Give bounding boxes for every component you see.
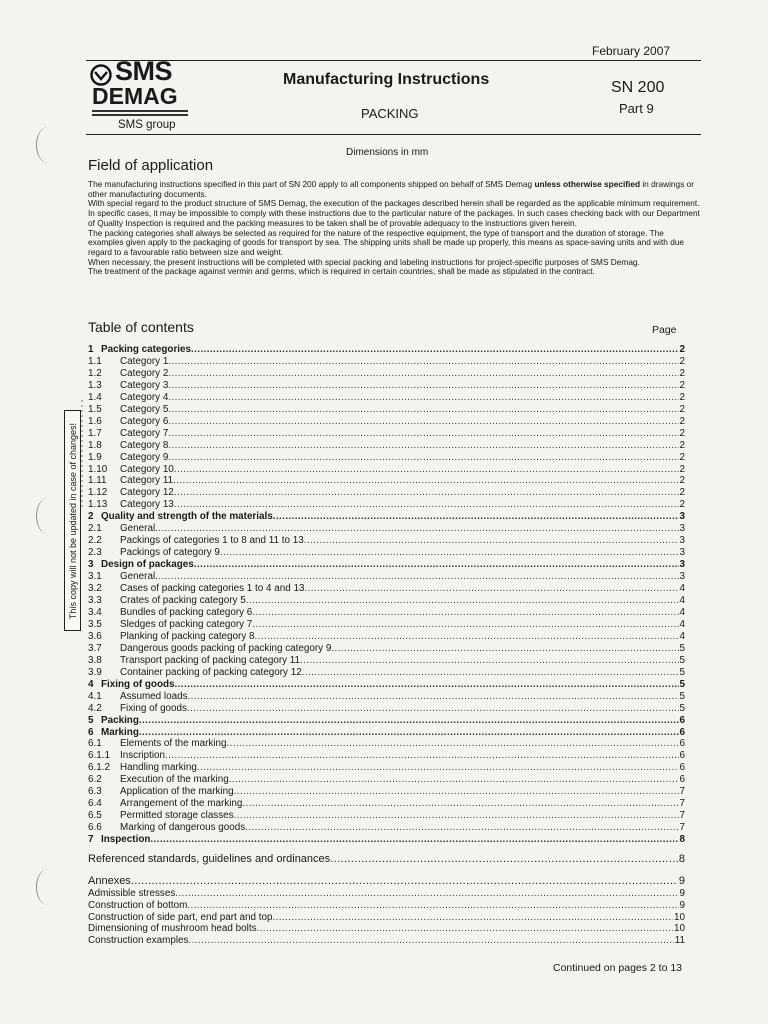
- toc-entry[interactable]: [88, 774, 685, 786]
- toc-entry[interactable]: [88, 428, 685, 440]
- toc-entry-label: Category 2: [120, 367, 169, 379]
- toc-leader-dots: [168, 368, 678, 380]
- toc-entry-page: 2: [679, 427, 685, 439]
- toc-entry-label: Permitted storage classes: [120, 810, 234, 822]
- toc-entry-label: Container packing of packing category 12: [120, 666, 302, 678]
- toc-entry-number: 6.2: [88, 774, 102, 786]
- toc-entry[interactable]: [88, 810, 685, 822]
- toc-entry-page: 2: [679, 415, 685, 427]
- toc-entry-page: 7: [679, 822, 685, 834]
- annex-entry-page: 11: [674, 935, 685, 947]
- toc-entry-page: 3: [679, 511, 685, 523]
- toc-entry-label: Category 6: [120, 415, 169, 427]
- annex-entry-label: Construction of side part, end part and top: [88, 911, 273, 923]
- toc-leader-dots: [139, 727, 679, 739]
- toc-leader-dots: [168, 380, 678, 392]
- field-of-application-heading: Field of application: [88, 157, 214, 174]
- toc-entry-label: Category 9: [120, 451, 169, 463]
- toc-leader-dots: [302, 667, 679, 679]
- standard-number: SN 200: [611, 79, 665, 96]
- toc-list: [88, 344, 685, 846]
- toc-entry[interactable]: [88, 715, 685, 727]
- toc-leader-dots: [304, 583, 678, 595]
- toc-entry[interactable]: [88, 583, 685, 595]
- toc-entry-page: 5: [679, 642, 685, 654]
- punch-hole-middle: [36, 498, 59, 534]
- annex-entry[interactable]: [88, 912, 685, 924]
- header-bottom-rule: [86, 134, 701, 135]
- toc-entry-page: 2: [679, 367, 685, 379]
- toc-entry-number: 1.13: [88, 499, 108, 511]
- toc-entry-page: 2: [679, 475, 685, 487]
- toc-leader-dots: [252, 607, 678, 619]
- toc-entry[interactable]: [88, 703, 685, 715]
- toc-heading: Table of contents: [88, 319, 194, 335]
- toc-entry-number: 4.1: [88, 690, 102, 702]
- field-of-application-text: [88, 180, 701, 277]
- toc-annexes[interactable]: Annexes ..... 9: [88, 875, 685, 887]
- toc-entry-number: 5: [88, 714, 94, 726]
- toc-entry-number: 6: [88, 726, 94, 738]
- toc-entry[interactable]: [88, 499, 685, 511]
- paragraph: When necessary, the present instructions will be completed with special packing and labeling instructions for project-specific purposes of SMS Demag.: [88, 256, 640, 267]
- toc-entry[interactable]: [88, 607, 685, 619]
- toc-entry-page: 4: [679, 595, 685, 607]
- toc-entry[interactable]: [88, 547, 685, 559]
- toc-entry-number: 1.7: [88, 427, 102, 439]
- toc-entry-label: Planking of packing category 8: [120, 630, 255, 642]
- toc-leader-dots: [168, 416, 678, 428]
- logo-demag-text: DEMAG: [92, 83, 178, 109]
- annex-entry-page: 10: [674, 911, 685, 923]
- toc-entry-label: Packings of categories 1 to 8 and 11 to 13: [120, 535, 304, 547]
- toc-leader-dots: [194, 559, 679, 571]
- punch-hole-bottom: [36, 869, 59, 905]
- toc-entry-number: 1.8: [88, 439, 102, 451]
- toc-entry-number: 1: [88, 344, 94, 355]
- toc-leader-dots: [175, 679, 679, 691]
- toc-entry-page: 2: [679, 391, 685, 403]
- toc-entry-label: Sledges of packing category 7: [120, 618, 253, 630]
- toc-entry[interactable]: [88, 571, 685, 583]
- toc-entry-label: Bundles of packing category 6: [120, 606, 253, 618]
- toc-entry-page: 2: [679, 463, 685, 475]
- toc-entry-page: 2: [679, 451, 685, 463]
- toc-entry[interactable]: [88, 559, 685, 571]
- toc-entry-label: Category 13: [120, 499, 174, 511]
- dimensions-note: Dimensions in mm: [346, 147, 429, 158]
- toc-entry-page: 3: [679, 547, 685, 559]
- toc-leader-dots: [168, 392, 678, 404]
- toc-entry-page: 5: [679, 702, 685, 714]
- toc-leader-dots: [252, 619, 678, 631]
- toc-leader-dots: [234, 786, 679, 798]
- document-title: Manufacturing Instructions: [283, 71, 490, 88]
- toc-entry-number: 6.1.2: [88, 762, 110, 774]
- toc-entry-number: 6.6: [88, 822, 102, 834]
- toc-entry-page: 2: [679, 439, 685, 451]
- toc-entry-label: Inscription: [120, 750, 166, 762]
- annex-entry[interactable]: [88, 888, 685, 900]
- toc-leader-dots: [150, 834, 678, 846]
- toc-entry[interactable]: [88, 452, 685, 464]
- toc-entry[interactable]: [88, 368, 685, 380]
- toc-entry-number: 1.4: [88, 391, 102, 403]
- toc-entry[interactable]: [88, 475, 685, 487]
- toc-leader-dots: [273, 511, 679, 523]
- toc-leader-dots: [168, 452, 678, 464]
- toc-entry[interactable]: [88, 487, 685, 499]
- header-top-rule: [86, 60, 701, 61]
- toc-entry-number: 1.5: [88, 403, 102, 415]
- toc-entry-number: 6.4: [88, 798, 102, 810]
- toc-entry-page: 5: [679, 654, 685, 666]
- toc-entry-label: Category 1: [120, 355, 169, 367]
- toc-entry-number: 7: [88, 834, 94, 846]
- toc-entry-page: 6: [679, 762, 685, 774]
- toc-entry[interactable]: [88, 344, 685, 356]
- toc-entry-label: Inspection: [101, 834, 151, 846]
- toc-entry-number: 1.1: [88, 355, 102, 367]
- toc-entry-page: 5: [679, 678, 685, 690]
- toc-leader-dots: [188, 691, 679, 703]
- toc-leader-dots: [168, 440, 678, 452]
- toc-entry-page: 4: [679, 618, 685, 630]
- toc-entry-number: 6.1: [88, 738, 102, 750]
- toc-entry-page: 2: [679, 499, 685, 511]
- toc-entry-label: Category 11: [120, 475, 174, 487]
- toc-entry-label: Category 4: [120, 391, 169, 403]
- toc-entry[interactable]: [88, 464, 685, 476]
- toc-leader-dots: [197, 762, 679, 774]
- toc-entry-page: 5: [679, 690, 685, 702]
- toc-entry-number: 2.1: [88, 523, 102, 535]
- toc-entry-label: Marking: [101, 726, 139, 738]
- toc-entry-label: Marking of dangerous goods: [120, 822, 246, 834]
- toc-leader-dots: [234, 810, 679, 822]
- document-subtitle: PACKING: [361, 106, 419, 121]
- toc-leader-dots: [175, 888, 678, 900]
- toc-entry[interactable]: [88, 738, 685, 750]
- toc-entry-number: 3: [88, 559, 94, 571]
- toc-entry[interactable]: [88, 798, 685, 810]
- toc-leader-dots: [304, 535, 679, 547]
- toc-entry[interactable]: [88, 356, 685, 368]
- annex-list: [88, 888, 685, 947]
- toc-entry-label: Packing: [101, 714, 139, 726]
- toc-entry-page: 6: [679, 714, 685, 726]
- annex-entry-page: 9: [679, 899, 685, 911]
- toc-entry-number: 6.5: [88, 810, 102, 822]
- toc-entry-page: 7: [679, 786, 685, 798]
- annex-entry-page: 10: [674, 923, 685, 935]
- toc-entry-number: 1.12: [88, 487, 108, 499]
- toc-entry-page: 8: [679, 834, 685, 846]
- toc-entry-number: 2.2: [88, 535, 102, 547]
- toc-entry-label: Fixing of goods: [120, 702, 187, 714]
- logo-rule: [92, 110, 188, 112]
- toc-leader-dots: [242, 798, 678, 810]
- toc-entry-page: 3: [679, 535, 685, 547]
- toc-leader-dots: [257, 923, 674, 935]
- toc-entry-page: 4: [679, 606, 685, 618]
- logo-group-text: SMS group: [118, 119, 176, 131]
- toc-entry-number: 3.3: [88, 595, 102, 607]
- toc-entry-label: Category 3: [120, 379, 169, 391]
- toc-entry-page: 2: [679, 344, 685, 355]
- toc-entry-label: Execution of the marking: [120, 774, 229, 786]
- paragraph: The treatment of the package against vermin and germs, which is required in certain countries, shall be made as stipulated in the contract.: [88, 266, 595, 277]
- toc-leader-dots: [168, 356, 678, 368]
- toc-entry-label: Category 5: [120, 403, 169, 415]
- toc-entry[interactable]: [88, 416, 685, 428]
- toc-leader-dots: [229, 774, 679, 786]
- toc-entry-number: 3.4: [88, 606, 102, 618]
- toc-entry-label: Category 12: [120, 487, 174, 499]
- toc-entry-page: 4: [679, 630, 685, 642]
- toc-entry-page: 3: [679, 571, 685, 583]
- toc-entry[interactable]: [88, 511, 685, 523]
- toc-entry[interactable]: [88, 595, 685, 607]
- toc-entry-number: 2.3: [88, 547, 102, 559]
- paragraph: The manufacturing instructions specified in this part of SN 200 apply to all components shipped on behalf of SMS Demag unless otherwise specified in drawings or other manufacturing documents.: [88, 179, 694, 199]
- toc-entry-number: 4: [88, 678, 94, 690]
- toc-leader-dots: [246, 595, 679, 607]
- toc-entry[interactable]: [88, 404, 685, 416]
- toc-leader-dots: [272, 912, 673, 924]
- toc-entry-page: 7: [679, 798, 685, 810]
- toc-entry[interactable]: [88, 834, 685, 846]
- toc-leader-dots: [245, 822, 678, 834]
- punch-hole-top: [36, 127, 59, 163]
- annex-entry[interactable]: [88, 935, 685, 947]
- toc-entry-label: Fixing of goods: [101, 678, 175, 690]
- toc-entry-label: Category 10: [120, 463, 174, 475]
- paragraph: In specific cases, it may be impossible to comply with these instructions due to the particular nature of the packages. In such cases checking back with our Department of Quality Inspection is required and the packing measures to be taken shall be of provable adequacy to the instructions given herein.: [88, 208, 700, 228]
- toc-leader-dots: [165, 750, 678, 762]
- standard-part: Part 9: [619, 101, 654, 116]
- annex-entry[interactable]: [88, 923, 685, 935]
- toc-entry[interactable]: [88, 631, 685, 643]
- toc-entry-label: Packing categories: [101, 344, 192, 355]
- toc-entry-number: 6.1.1: [88, 750, 110, 762]
- toc-entry[interactable]: [88, 727, 685, 739]
- toc-entry-page: 2: [679, 487, 685, 499]
- toc-entry[interactable]: [88, 679, 685, 691]
- toc-entry-label: Arrangement of the marking: [120, 798, 243, 810]
- toc-entry-number: 3.8: [88, 654, 102, 666]
- toc-entry-label: Transport packing of packing category 11: [120, 654, 301, 666]
- toc-leader-dots: [187, 900, 678, 912]
- toc-entry-page: 3: [679, 523, 685, 535]
- toc-entry-label: Design of packages: [101, 559, 194, 571]
- toc-entry-number: 4.2: [88, 702, 102, 714]
- toc-entry-number: 1.3: [88, 379, 102, 391]
- toc-entry-label: Packings of category 9: [120, 547, 220, 559]
- toc-entry[interactable]: [88, 523, 685, 535]
- toc-entry[interactable]: [88, 822, 685, 834]
- toc-entry-number: 3.7: [88, 642, 102, 654]
- toc-entry[interactable]: [88, 619, 685, 631]
- toc-entry-page: 2: [679, 403, 685, 415]
- toc-leader-dots: [174, 487, 679, 499]
- toc-leader-dots: [174, 464, 679, 476]
- toc-leader-dots: [187, 703, 679, 715]
- toc-entry-label: Handling marking: [120, 762, 197, 774]
- toc-entry-label: Dangerous goods packing of packing category 9: [120, 642, 332, 654]
- toc-entry[interactable]: [88, 535, 685, 547]
- continued-note: Continued on pages 2 to 13: [553, 962, 683, 974]
- paragraph: With special regard to the product structure of SMS Demag, the execution of the packages described herein shall be regarded as the applicable minimum requirement.: [88, 198, 700, 209]
- toc-entry-number: 3.9: [88, 666, 102, 678]
- toc-entry-number: 1.9: [88, 451, 102, 463]
- copy-not-updated-stamp: This copy will not be updated in case of changes!: [64, 410, 81, 631]
- toc-leader-dots: [168, 428, 678, 440]
- toc-entry-number: 1.2: [88, 367, 102, 379]
- annex-entry-label: Dimensioning of mushroom head bolts: [88, 923, 257, 935]
- annex-entry-label: Construction examples: [88, 935, 189, 947]
- toc-entry-page: 4: [679, 583, 685, 595]
- toc-leader-dots: [255, 631, 679, 643]
- toc-entry[interactable]: [88, 440, 685, 452]
- toc-entry-label: Assumed loads: [120, 690, 188, 702]
- toc-entry-page: 6: [679, 726, 685, 738]
- toc-leader-dots: [155, 523, 678, 535]
- toc-entry[interactable]: [88, 667, 685, 679]
- toc-entry[interactable]: [88, 691, 685, 703]
- toc-entry-number: 3.5: [88, 618, 102, 630]
- toc-leader-dots: [331, 643, 678, 655]
- toc-entry-label: Category 8: [120, 439, 169, 451]
- document-date: February 2007: [592, 44, 671, 58]
- annex-entry-label: Construction of bottom: [88, 899, 188, 911]
- toc-entry-page: 6: [679, 738, 685, 750]
- toc-entry[interactable]: [88, 762, 685, 774]
- toc-leader-dots: [191, 344, 678, 356]
- toc-entry-number: 2: [88, 511, 94, 523]
- toc-leader-dots: [155, 571, 678, 583]
- toc-entry[interactable]: [88, 380, 685, 392]
- toc-entry-number: 3.2: [88, 583, 102, 595]
- toc-entry[interactable]: [88, 750, 685, 762]
- toc-entry[interactable]: [88, 392, 685, 404]
- annex-entry-page: 9: [679, 888, 685, 899]
- toc-entry-number: 3.1: [88, 571, 102, 583]
- toc-leader-dots: [226, 738, 678, 750]
- annex-entry-label: Admissible stresses: [88, 888, 176, 899]
- toc-leader-dots: [139, 715, 679, 727]
- paragraph: The packing categories shall always be selected as required for the nature of the respective equipment, the type of transport and the duration of storage. The examples given apply to the packaging of goods for transport by sea. The shipping units shall be made up properly, this means as space-saving units and with due regard to a favourable ratio between size and weight.: [88, 227, 685, 257]
- toc-entry-number: 6.3: [88, 786, 102, 798]
- toc-leader-dots: [174, 499, 679, 511]
- toc-entry-number: 3.6: [88, 630, 102, 642]
- toc-page-heading: Page: [652, 324, 677, 336]
- toc-referenced-standards[interactable]: Referenced standards, guidelines and ordinances ..... 8: [88, 853, 685, 865]
- toc-entry-number: 1.11: [88, 475, 107, 487]
- toc-entry-page: 6: [679, 774, 685, 786]
- toc-entry-label: Cases of packing categories 1 to 4 and 13: [120, 583, 305, 595]
- toc-leader-dots: [300, 655, 678, 667]
- toc-entry-label: General: [120, 523, 156, 535]
- toc-leader-dots: [220, 547, 679, 559]
- change-bar-marks: [81, 400, 86, 510]
- toc-entry-number: 1.6: [88, 415, 102, 427]
- toc-entry[interactable]: [88, 643, 685, 655]
- annex-entry[interactable]: [88, 900, 685, 912]
- toc-leader-dots: [168, 404, 678, 416]
- toc-leader-dots: [173, 475, 678, 487]
- toc-entry-label: Application of the marking: [120, 786, 234, 798]
- toc-entry-label: General: [120, 571, 156, 583]
- toc-entry-page: 2: [679, 355, 685, 367]
- toc-entry-page: 3: [679, 559, 685, 571]
- toc-entry-label: Quality and strength of the materials: [101, 511, 273, 523]
- toc-entry-page: 6: [679, 750, 685, 762]
- toc-entry-page: 5: [679, 666, 685, 678]
- toc-leader-dots: [188, 935, 673, 947]
- toc-entry-label: Category 7: [120, 427, 169, 439]
- toc-entry[interactable]: [88, 786, 685, 798]
- toc-entry-page: 2: [679, 379, 685, 391]
- logo-rule: [92, 114, 188, 116]
- toc-entry[interactable]: [88, 655, 685, 667]
- toc-entry-label: Elements of the marking: [120, 738, 227, 750]
- toc-entry-page: 7: [679, 810, 685, 822]
- toc-entry-label: Crates of packing category 5: [120, 595, 246, 607]
- logo-sms-text: SMS: [115, 56, 173, 86]
- toc-entry-number: 1.10: [88, 463, 108, 475]
